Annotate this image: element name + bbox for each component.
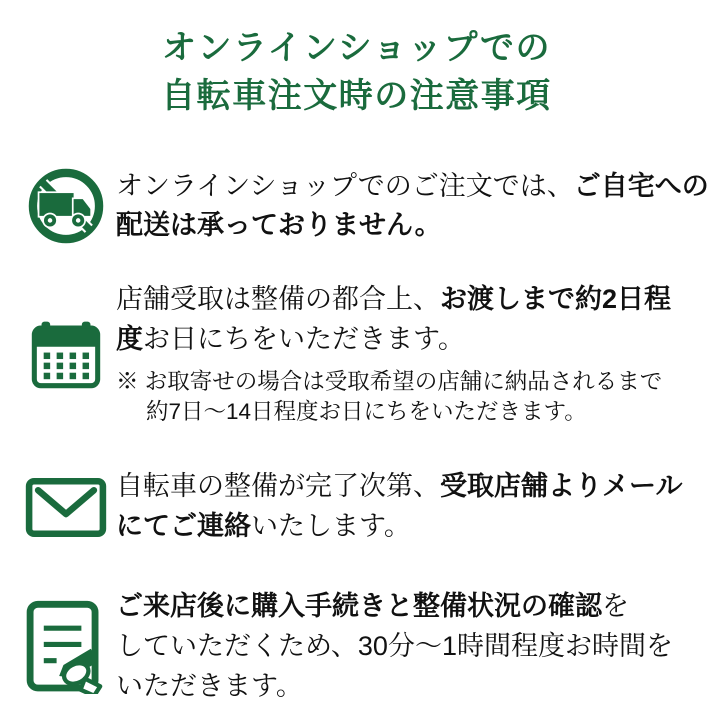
text-line [116, 507, 682, 547]
text-segment: 店舗受取は整備の都合上、 [116, 284, 440, 315]
section-icon-column [16, 168, 116, 244]
text-segment: オンラインショップでのご注文では、 [116, 170, 574, 201]
text-line [116, 206, 709, 246]
section-icon-column [16, 318, 116, 390]
text-segment: 受取店舗よりメール [440, 471, 683, 502]
footnote-line: ※ お取寄せの場合は受取希望の店舗に納品されるまで [116, 369, 663, 395]
text-segment: いただきます。 [116, 671, 303, 701]
page-title [0, 0, 713, 121]
text-segment: いたします。 [251, 511, 411, 542]
text-line [116, 587, 673, 627]
footnote-line: 約7日〜14日程度お日にちをいただきます。 [146, 399, 587, 425]
text-segment: 配送は承っておりません。 [116, 210, 442, 241]
page-title-line2: 自転車注文時の注意事項 [161, 77, 552, 116]
section-text [116, 467, 682, 547]
text-line [116, 280, 671, 320]
text-line [116, 167, 709, 207]
text-segment: にてご連絡 [116, 511, 251, 542]
text-segment: していただくため、30分〜1時間程度お時間を [116, 631, 673, 662]
section-no-home-delivery [16, 167, 713, 247]
text-segment: お日にちをいただきます。 [143, 324, 465, 355]
section-text [116, 587, 673, 707]
section-icon-column [16, 600, 116, 694]
text-line [116, 467, 682, 507]
text-line [116, 627, 673, 667]
text-segment: お渡しまで約2日程 [440, 284, 672, 315]
text-line [116, 667, 673, 707]
page-title-line1: オンラインショップでの [162, 29, 551, 67]
text-segment: を [602, 591, 629, 622]
text-segment: 度 [116, 324, 143, 355]
text-line [116, 320, 671, 360]
text-segment: 自転車の整備が完了次第、 [116, 471, 440, 502]
section-text [116, 167, 709, 247]
footnote [116, 367, 671, 427]
text-segment: ご自宅への [573, 170, 709, 201]
section-text [116, 280, 671, 427]
calendar-icon [30, 318, 102, 390]
notice-sections [0, 167, 713, 707]
section-pickup-timing [16, 280, 713, 427]
section-email-notification [16, 467, 713, 547]
no-home-delivery-truck-icon [28, 168, 104, 244]
mail-envelope-icon [25, 477, 107, 538]
text-segment: ご来店後に購入手続きと整備状況の確認 [116, 591, 602, 622]
section-store-procedure [16, 587, 713, 707]
section-icon-column [16, 477, 116, 538]
document-signing-icon [18, 600, 114, 694]
